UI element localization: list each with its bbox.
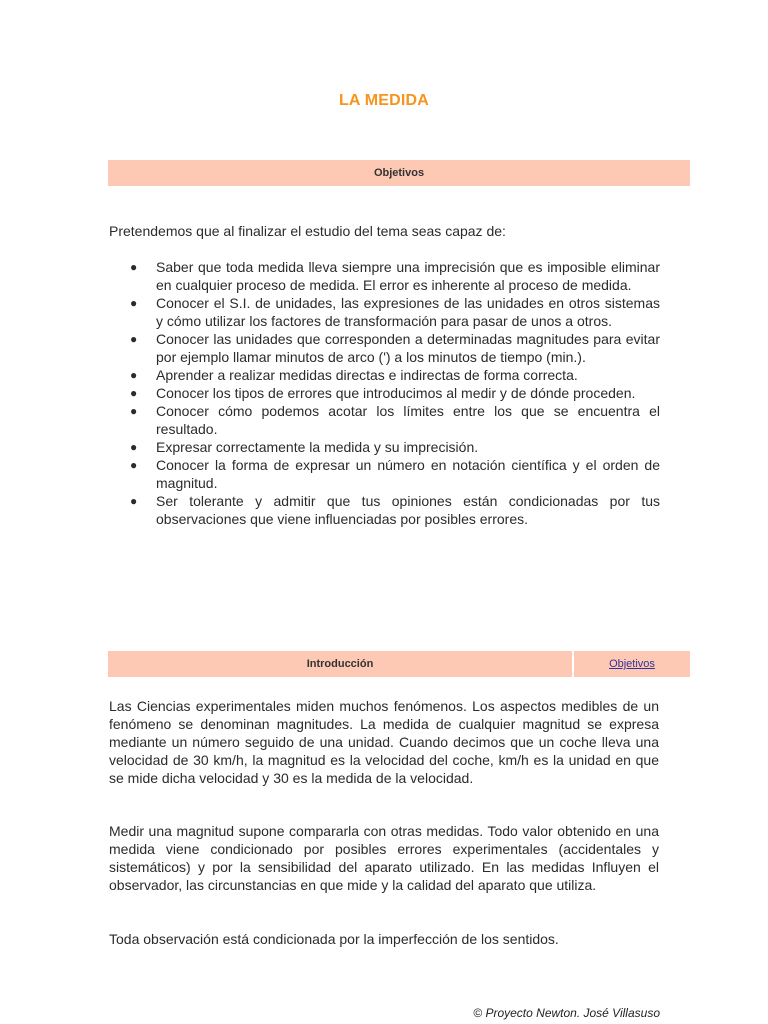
bullet-icon: ● (130, 494, 138, 508)
list-item: ● Conocer cómo podemos acotar los límites entre los que se encuentra el resultado. (130, 403, 660, 437)
introduccion-heading-cell (108, 651, 572, 677)
list-item: ● Aprender a realizar medidas directas e indirectas de forma correcta. (130, 367, 578, 383)
bullet-icon: ● (130, 332, 138, 346)
intro-paragraph-2: Medir una magnitud supone compararla con otras medidas. Todo valor obtenido en una medida viene condicionado por posibles errores experimentales (accidentales y sistemáticos) y por la sensibilidad del aparato utilizado. En las medidas Influyen el observador, las circunstancias en que mide y la calidad del aparato que utiliza. (109, 823, 659, 893)
objetivos-link-cell (574, 651, 690, 677)
objectives-list (130, 258, 660, 528)
footer-credit: © Proyecto Newton. José Villasuso (473, 1006, 660, 1020)
bullet-icon: ● (130, 260, 138, 274)
intro-paragraph-3: Toda observación está condicionada por la imperfección de los sentidos. (109, 931, 559, 947)
list-item: ● Conocer el S.I. de unidades, las expresiones de las unidades en otros sistemas y cómo utilizar los factores de transformación para pasar de unos a otros. (130, 295, 660, 329)
bullet-icon: ● (130, 440, 138, 454)
bullet-icon: ● (130, 404, 138, 418)
objetivos-heading: Objetivos (373, 167, 425, 179)
list-item: ● Conocer los tipos de errores que introducimos al medir y de dónde proceden. (130, 385, 636, 401)
bullet-icon: ● (130, 386, 138, 400)
list-item: ● Conocer las unidades que corresponden a determinadas magnitudes para evitar por ejemplo llamar minutos de arco (') a los minutos de tiempo (min.). (130, 331, 660, 365)
intro-paragraph-1: Las Ciencias experimentales miden muchos fenómenos. Los aspectos medibles de un fenómeno se denominan magnitudes. La medida de cualquier magnitud se expresa mediante un número seguido de una unidad. Cuando decimos que un coche lleva una velocidad de 30 km/h, la magnitud es la velocidad del coche, km/h es la unidad en que se mide dicha velocidad y 30 es la medida de la velocidad. (109, 698, 659, 786)
bullet-icon: ● (130, 458, 138, 472)
objetivos-section-header (108, 160, 690, 186)
list-item: ● Conocer la forma de expresar un número en notación científica y el orden de magnitud. (130, 457, 660, 491)
objetivos-intro: Pretendemos que al finalizar el estudio del tema seas capaz de: (109, 223, 506, 239)
bullet-icon: ● (130, 296, 138, 310)
objetivos-link[interactable]: Objetivos (609, 658, 655, 670)
introduccion-heading: Introducción (306, 658, 374, 670)
list-item: ● Saber que toda medida lleva siempre una imprecisión que es imposible eliminar en cualquier proceso de medida. El error es inherente al proceso de medida. (130, 259, 660, 293)
list-item: ● Ser tolerante y admitir que tus opiniones están condicionadas por tus observaciones que viene influenciadas por posibles errores. (130, 493, 660, 527)
page-title: LA MEDIDA (338, 92, 430, 109)
introduccion-section-header (108, 651, 690, 677)
bullet-icon: ● (130, 368, 138, 382)
list-item: ● Expresar correctamente la medida y su imprecisión. (130, 439, 479, 455)
